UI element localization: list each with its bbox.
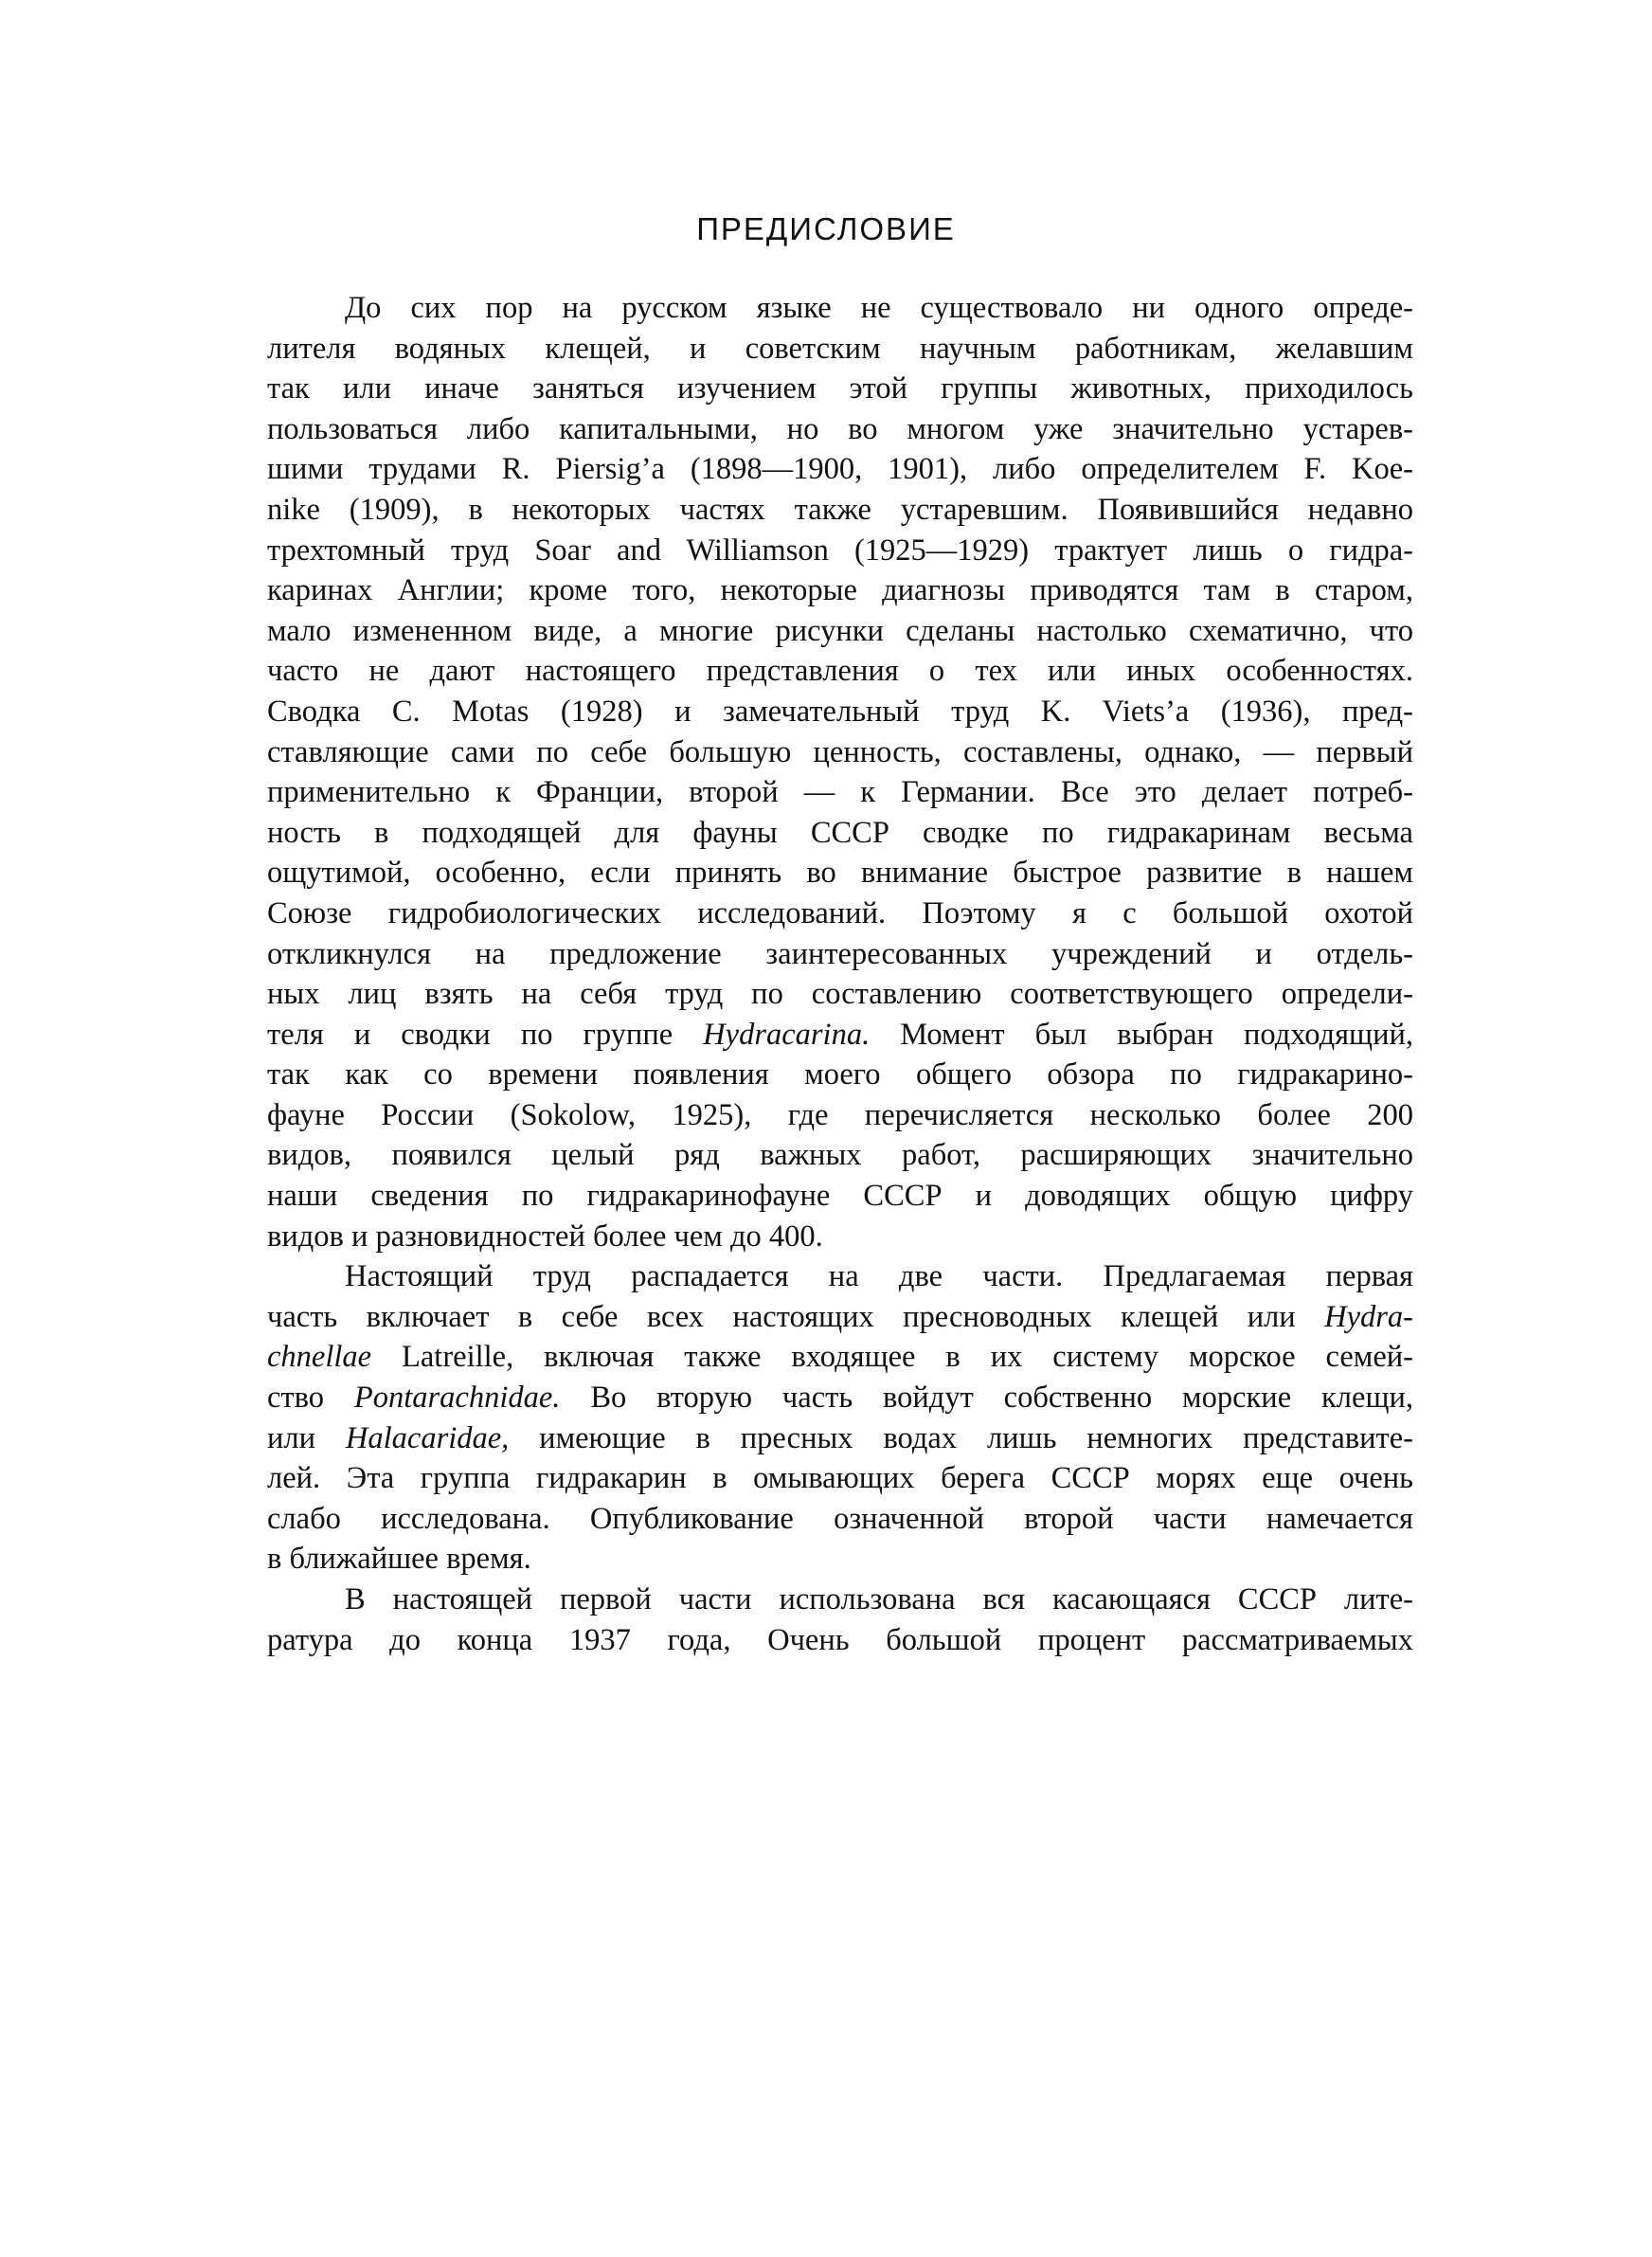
text-segment: так или иначе заняться изучением этой группы животных, приходилось (267, 371, 1413, 406)
text-segment: каринах Англии; кроме того, некоторые диагнозы приводятся там в старом, (267, 573, 1413, 608)
paragraph (267, 1580, 1413, 1660)
italic-term: Hydra- (1324, 1299, 1413, 1334)
text-line (267, 1539, 1413, 1580)
text-line (267, 813, 1413, 854)
text-segment: Настоящий труд распадается на две части. Предлагаемая первая (345, 1259, 1413, 1294)
text-line (267, 1015, 1413, 1056)
text-line (267, 934, 1413, 975)
text-line (267, 1135, 1413, 1176)
text-line (267, 853, 1413, 894)
text-segment: ных лиц взять на себя труд по составлению соответствующего определи- (267, 977, 1413, 1012)
text-line (267, 409, 1413, 450)
text-segment: в ближайшее время. (267, 1542, 531, 1577)
text-segment: Latreille, включая также входящее в их систему морское семей- (371, 1340, 1413, 1375)
paragraph (267, 288, 1413, 1256)
text-line (267, 369, 1413, 409)
text-segment: ратура до конца 1937 года, Очень большой процент рассматриваемых (267, 1622, 1413, 1657)
text-segment: Сводка С. Motas (1928) и замечательный труд K. Viets’a (1936), пред- (267, 694, 1413, 729)
text-line (267, 1055, 1413, 1095)
text-segment: так как со времени появления моего общего обзора по гидракарино- (267, 1057, 1413, 1092)
text-line (267, 1176, 1413, 1217)
text-segment: мало измененном виде, а многие рисунки сделаны настолько схематично, что (267, 613, 1413, 648)
text-line (267, 772, 1413, 813)
body-text (267, 288, 1413, 1660)
text-segment: nike (1909), в некоторых частях также устаревшим. Появившийся недавно (267, 492, 1413, 527)
text-segment: пользоваться либо капитальными, но во многом уже значительно устарев- (267, 411, 1413, 446)
text-line (267, 651, 1413, 692)
text-segment: часть включает в себе всех настоящих пресноводных клещей или (267, 1299, 1325, 1334)
text-segment: трехтомный труд Soar and Williamson (1925—1929) трактует лишь о гидра- (267, 533, 1413, 568)
page-title: ПРЕДИСЛОВИЕ (696, 211, 956, 246)
text-segment: видов, появился целый ряд важных работ, расширяющих значительно (267, 1138, 1413, 1173)
text-segment: ставляющие сами по себе большую ценность, составлены, однако, — первый (267, 734, 1413, 769)
text-line (267, 1297, 1413, 1338)
text-segment: откликнулся на предложение заинтересованных учреждений и отдель- (267, 936, 1413, 971)
text-segment: ощутимой, особенно, если принять во внимание быстрое развитие в нашем (267, 856, 1413, 891)
text-line (267, 490, 1413, 531)
text-line (267, 329, 1413, 370)
text-line (267, 1580, 1413, 1620)
text-segment: ство (267, 1381, 354, 1416)
text-line (267, 1378, 1413, 1418)
text-line (267, 1256, 1413, 1297)
text-segment: часто не дают настоящего представления о тех или иных особенностях. (267, 654, 1413, 689)
text-line (267, 1095, 1413, 1136)
text-segment: Момент был выбран подходящий, (870, 1017, 1413, 1052)
text-line (267, 531, 1413, 571)
text-line (267, 449, 1413, 490)
text-segment: имеющие в пресных водах лишь немногих представите- (509, 1420, 1413, 1455)
text-line (267, 1337, 1413, 1378)
text-line (267, 692, 1413, 732)
text-line (267, 894, 1413, 934)
italic-term: Pontarachnidae. (353, 1381, 561, 1416)
text-segment: фауне России (Sokolow, 1925), где перечисляется несколько более 200 (267, 1097, 1413, 1132)
text-segment: ность в подходящей для фауны СССР сводке по гидракаринам весьма (267, 815, 1413, 850)
paragraph (267, 1256, 1413, 1580)
text-segment: теля и сводки по группе (267, 1017, 704, 1052)
text-segment: или (267, 1420, 346, 1455)
text-segment: шими трудами R. Piersig’a (1898—1900, 1901), либо определителем F. Koe- (267, 452, 1413, 487)
text-segment: До сих пор на русском языке не существовало ни одного опреде- (345, 291, 1413, 325)
italic-term: chnellae (267, 1340, 372, 1375)
text-line (267, 288, 1413, 329)
text-segment: В настоящей первой части использована вся касающаяся СССР лите- (345, 1582, 1413, 1616)
text-line (267, 1620, 1413, 1661)
text-line (267, 1458, 1413, 1499)
text-segment: применительно к Франции, второй — к Германии. Все это делает потреб- (267, 775, 1413, 810)
text-line (267, 570, 1413, 611)
text-line (267, 732, 1413, 773)
text-segment: видов и разновидностей более чем до 400. (267, 1219, 823, 1254)
text-line (267, 1418, 1413, 1459)
italic-term: Halacaridae, (345, 1420, 510, 1455)
text-line (267, 1217, 1413, 1257)
text-line (267, 974, 1413, 1015)
text-segment: лителя водяных клещей, и советским научным работникам, желавшим (267, 331, 1413, 366)
text-segment: лей. Эта группа гидракарин в омывающих берега СССР морях еще очень (267, 1461, 1413, 1496)
text-segment: Во вторую часть войдут собственно морские клещи, (560, 1381, 1413, 1416)
text-segment: Союзе гидробиологических исследований. Поэтому я с большой охотой (267, 895, 1413, 930)
text-segment: слабо исследована. Опубликование означенной второй части намечается (267, 1501, 1413, 1536)
text-segment: наши сведения по гидракаринофауне СССР и доводящих общую цифру (267, 1179, 1413, 1214)
italic-term: Hydracarina. (703, 1017, 871, 1052)
text-line (267, 611, 1413, 652)
text-line (267, 1499, 1413, 1540)
